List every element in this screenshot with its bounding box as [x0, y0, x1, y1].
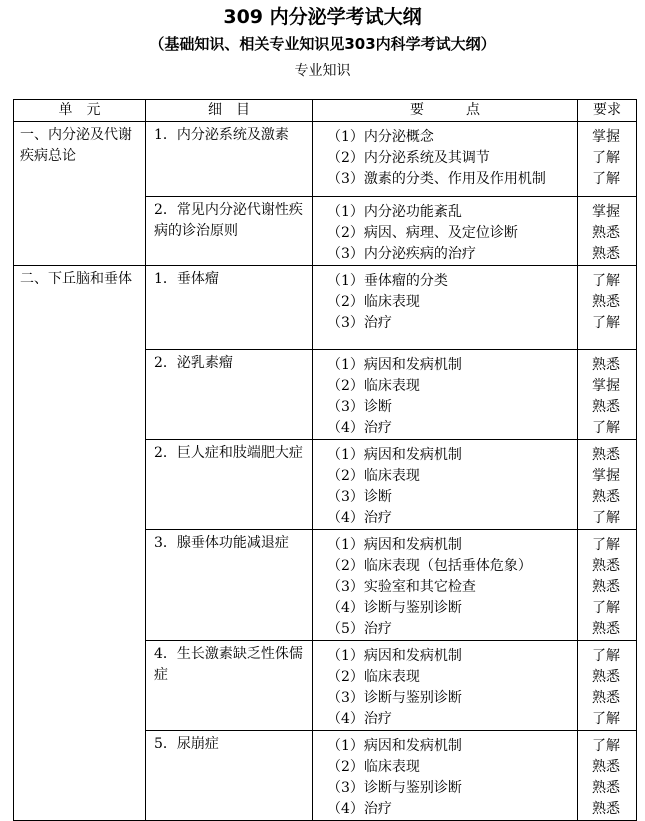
point-item: （3）诊断 [327, 399, 392, 415]
points-cell [313, 350, 578, 440]
point-item: （3）内分泌疾病的治疗 [327, 246, 476, 262]
point-item: （1）内分泌功能紊乱 [327, 204, 462, 220]
document-subtitle: （基础知识、相关专业知识见303内科学考试大纲） [149, 35, 496, 53]
requirement-cell [578, 641, 637, 731]
requirement-level: 掌握 [592, 204, 620, 220]
requirement-level: 掌握 [592, 129, 620, 145]
requirement-cell [578, 731, 637, 821]
point-item: （3）诊断与鉴别诊断 [327, 780, 462, 796]
point-item: （3）治疗 [327, 315, 392, 331]
point-item: （3）诊断 [327, 489, 392, 505]
requirement-level: 了解 [592, 273, 620, 289]
requirement-level: 了解 [592, 711, 620, 727]
requirement-level: 了解 [592, 150, 620, 166]
detail-cell: 1．内分泌系统及激素 [146, 122, 313, 197]
point-item: （1）病因和发病机制 [327, 447, 462, 463]
requirement-cell [578, 530, 637, 641]
points-cell [313, 641, 578, 731]
table-header-row [14, 100, 637, 122]
requirement-level: 熟悉 [592, 780, 620, 796]
requirement-level: 掌握 [592, 378, 620, 394]
column-header-requirement: 要求 [578, 100, 637, 122]
requirement-level: 熟悉 [592, 759, 620, 775]
point-item: （1）病因和发病机制 [327, 738, 462, 754]
requirement-level: 了解 [592, 600, 620, 616]
point-item: （3）诊断与鉴别诊断 [327, 690, 462, 706]
detail-cell: 2．泌乳素瘤 [146, 350, 313, 440]
detail-cell: 4．生长激素缺乏性侏儒症 [146, 641, 313, 731]
requirement-level: 熟悉 [592, 690, 620, 706]
points-cell [313, 530, 578, 641]
requirement-level: 熟悉 [592, 801, 620, 817]
requirement-cell [578, 122, 637, 197]
requirement-level: 了解 [592, 738, 620, 754]
requirement-level: 了解 [592, 420, 620, 436]
requirement-level: 了解 [592, 171, 620, 187]
table-row [14, 122, 637, 197]
syllabus-body [14, 122, 637, 821]
table-row [14, 266, 637, 350]
points-cell [313, 731, 578, 821]
requirement-level: 了解 [592, 537, 620, 553]
point-item: （2）病因、病理、及定位诊断 [327, 225, 518, 241]
requirement-cell [578, 350, 637, 440]
column-header-unit: 单 元 [14, 100, 146, 122]
point-item: （2）临床表现 [327, 468, 420, 484]
syllabus-table [13, 99, 637, 821]
point-item: （2）临床表现（包括垂体危象） [327, 558, 532, 574]
point-item: （1）内分泌概念 [327, 129, 434, 145]
unit-cell: 二、下丘脑和垂体 [14, 266, 146, 821]
requirement-level: 熟悉 [592, 489, 620, 505]
requirement-cell [578, 266, 637, 350]
column-header-detail: 细 目 [146, 100, 313, 122]
requirement-cell [578, 197, 637, 266]
requirement-cell [578, 440, 637, 530]
points-cell [313, 197, 578, 266]
detail-cell: 2．巨人症和肢端肥大症 [146, 440, 313, 530]
detail-cell: 1．垂体瘤 [146, 266, 313, 350]
requirement-level: 了解 [592, 648, 620, 664]
point-item: （4）治疗 [327, 510, 392, 526]
requirement-level: 熟悉 [592, 225, 620, 241]
point-item: （1）病因和发病机制 [327, 357, 462, 373]
points-cell [313, 266, 578, 350]
point-item: （2）临床表现 [327, 669, 420, 685]
point-item: （4）诊断与鉴别诊断 [327, 600, 462, 616]
requirement-level: 熟悉 [592, 399, 620, 415]
requirement-level: 熟悉 [592, 357, 620, 373]
points-cell [313, 440, 578, 530]
requirement-level: 熟悉 [592, 294, 620, 310]
requirement-level: 熟悉 [592, 558, 620, 574]
point-item: （3）激素的分类、作用及作用机制 [327, 171, 546, 187]
unit-cell: 一、内分泌及代谢疾病总论 [14, 122, 146, 266]
column-header-points: 要 点 [313, 100, 578, 122]
section-label: 专业知识 [294, 63, 351, 79]
requirement-level: 了解 [592, 315, 620, 331]
point-item: （1）垂体瘤的分类 [327, 273, 448, 289]
points-cell [313, 122, 578, 197]
detail-cell: 5．尿崩症 [146, 731, 313, 821]
requirement-level: 熟悉 [592, 579, 620, 595]
point-item: （2）临床表现 [327, 294, 420, 310]
requirement-level: 熟悉 [592, 669, 620, 685]
requirement-level: 熟悉 [592, 246, 620, 262]
point-item: （4）治疗 [327, 801, 392, 817]
point-item: （1）病因和发病机制 [327, 537, 462, 553]
detail-cell: 2．常见内分泌代谢性疾病的诊治原则 [146, 197, 313, 266]
detail-cell: 3．腺垂体功能减退症 [146, 530, 313, 641]
point-item: （3）实验室和其它检查 [327, 579, 476, 595]
requirement-level: 掌握 [592, 468, 620, 484]
point-item: （4）治疗 [327, 420, 392, 436]
point-item: （2）内分泌系统及其调节 [327, 150, 490, 166]
requirement-level: 熟悉 [592, 621, 620, 637]
document-title: 309 内分泌学考试大纲 [223, 6, 422, 28]
point-item: （1）病因和发病机制 [327, 648, 462, 664]
point-item: （4）治疗 [327, 711, 392, 727]
point-item: （2）临床表现 [327, 759, 420, 775]
requirement-level: 了解 [592, 510, 620, 526]
point-item: （5）治疗 [327, 621, 392, 637]
requirement-level: 熟悉 [592, 447, 620, 463]
point-item: （2）临床表现 [327, 378, 420, 394]
